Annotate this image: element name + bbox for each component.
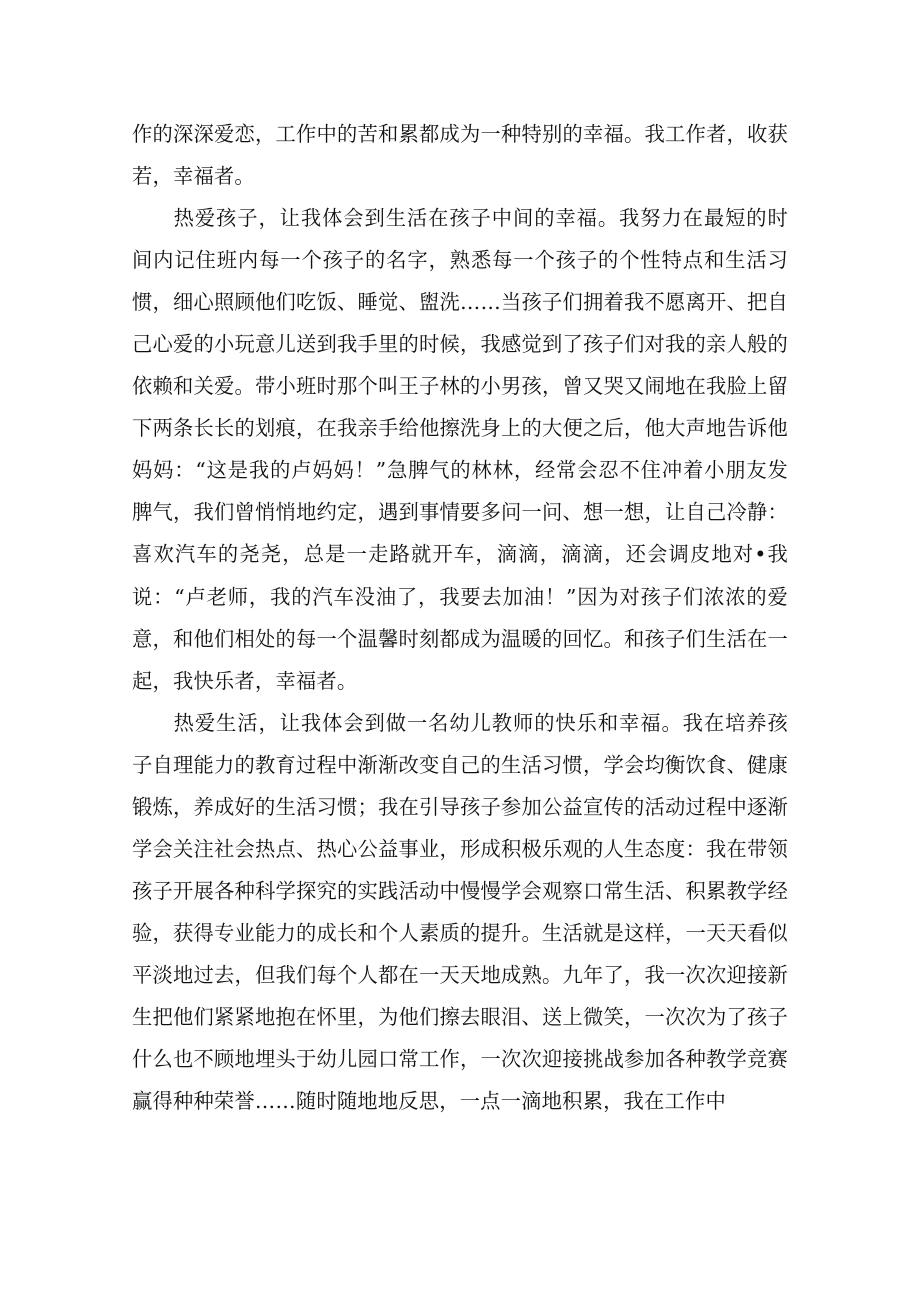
paragraph-1: 作的深深爱恋，工作中的苦和累都成为一种特别的幸福。我工作者，收获若，幸福者。 xyxy=(132,122,788,189)
document-body xyxy=(132,113,788,1122)
paragraph-3: 热爱生活，让我体会到做一名幼儿教师的快乐和幸福。我在培养孩子自理能力的教育过程中渐渐改变自己的生活习惯，学会均衡饮食、健康锻炼，养成好的生活习惯；我在引导孩子参加公益宣传的活动过程中逐渐学会关注社会热点、热心公益事业，形成积极乐观的人生态度：我在带领孩子开展各种科学探究的实践活动中慢慢学会观察口常生活、积累教学经验，获得专业能力的成长和个人素质的提升。生活就是这样，一天天看似平淡地过去，但我们每个人都在一天天地成熟。九年了，我一次次迎接新生把他们紧紧地抱在怀里，为他们擦去眼泪、送上微笑，一次次为了孩子什么也不顾地埋头于幼儿园口常工作，一次次迎接挑战参加各种教学竞赛赢得种种荣誉……随时随地地反思，一点一滴地积累，我在工作中 xyxy=(132,710,788,1114)
paragraph-2: 热爱孩子，让我体会到生活在孩子中间的幸福。我努力在最短的时间内记住班内每一个孩子的名字，熟悉每一个孩子的个性特点和生活习惯，细心照顾他们吃饭、睡觉、盥洗……当孩子们拥着我不愿离开、把自己心爱的小玩意儿送到我手里的时候，我感觉到了孩子们对我的亲人般的依赖和关爱。带小班时那个叫王子林的小男孩，曾又哭又闹地在我脸上留下两条长长的划痕，在我亲手给他擦洗身上的大便之后，他大声地告诉他妈妈：“这是我的卢妈妈！”急脾气的林林，经常会忍不住冲着小朋友发脾气，我们曾悄悄地约定，遇到事情要多问一问、想一想，让自己冷静：喜欢汽车的尧尧，总是一走路就开车，滴滴，滴滴，还会调皮地对•我说：“卢老师，我的汽车没油了，我要去加油！”因为对孩子们浓浓的爱意，和他们相处的每一个温馨时刻都成为温暖的回忆。和孩子们生活在一起，我快乐者，幸福者。 xyxy=(132,206,788,693)
